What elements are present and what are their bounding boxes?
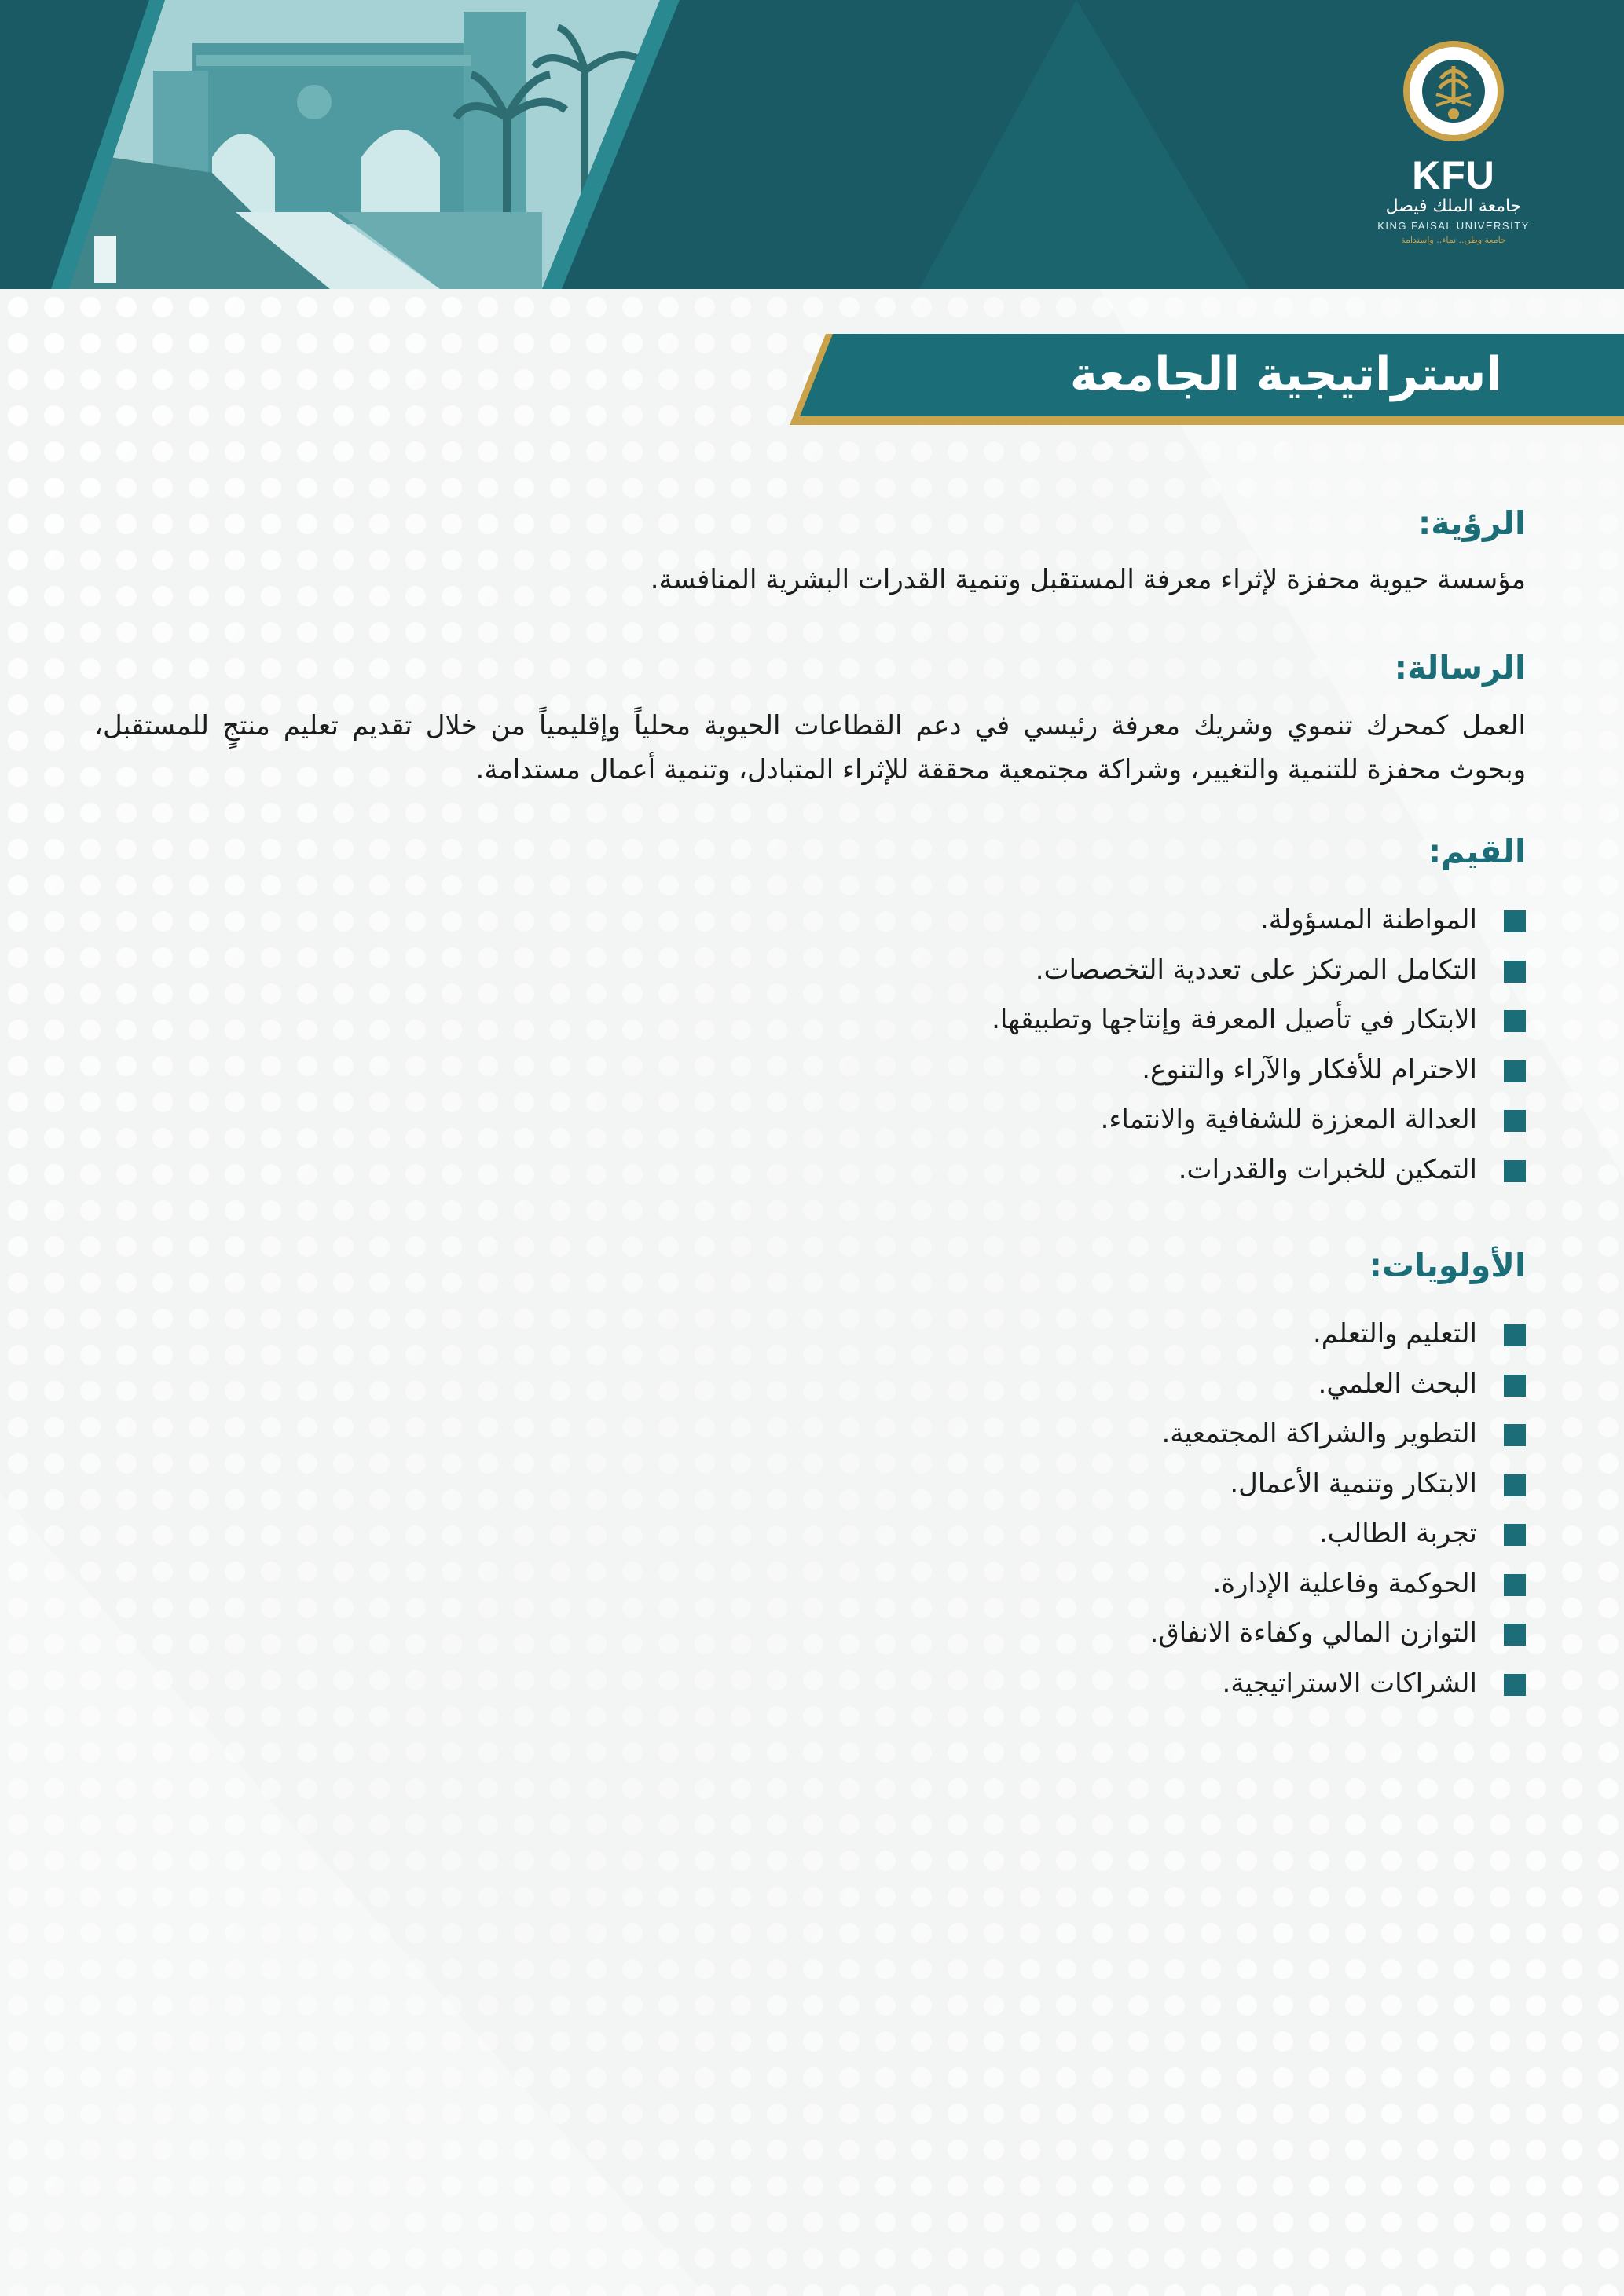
list-item: الحوكمة وفاعلية الإدارة. [94,1559,1526,1609]
values-list [94,895,1526,1195]
page-title: استراتيجية الجامعة [1069,347,1502,402]
list-item: العدالة المعززة للشفافية والانتماء. [94,1095,1526,1145]
list-item: تجربة الطالب. [94,1509,1526,1559]
kfu-logo [1367,39,1540,259]
list-item: البحث العلمي. [94,1360,1526,1410]
square-bullet-icon [1504,1574,1526,1596]
strategy-content [94,503,1526,1708]
square-bullet-icon [1504,1060,1526,1082]
list-item: الشراكات الاستراتيجية. [94,1659,1526,1709]
list-item: التمكين للخبرات والقدرات. [94,1145,1526,1196]
list-item: الابتكار وتنمية الأعمال. [94,1459,1526,1510]
square-bullet-icon [1504,1424,1526,1446]
list-item: الابتكار في تأصيل المعرفة وإنتاجها وتطبيقها. [94,995,1526,1045]
vision-text: مؤسسة حيوية محفزة لإثراء معرفة المستقبل وتنمية القدرات البشرية المنافسة. [650,564,1526,595]
list-item: الاحترام للأفكار والآراء والتنوع. [94,1045,1526,1096]
list-item: التطوير والشراكة المجتمعية. [94,1409,1526,1459]
values-heading: القيم: [1428,833,1526,870]
square-bullet-icon [1504,1524,1526,1546]
list-item: التكامل المرتكز على تعددية التخصصات. [94,946,1526,996]
list-item: التوازن المالي وكفاءة الانفاق. [94,1609,1526,1659]
logo-abbreviation: KFU [1412,153,1495,197]
priorities-list [94,1309,1526,1708]
logo-arabic-name: جامعة الملك فيصل [1385,196,1522,216]
list-item: المواطنة المسؤولة. [94,895,1526,946]
mission-text: العمل كمحرك تنموي وشريك معرفة رئيسي في دعم القطاعات الحيوية محلياً وإقليمياً من خلال تقديم تعليم منتجٍ للمستقبل، وبحوث محفزة للتنمية والتغيير، وشراكة مجتمعية محققة للإثراء المتبادل، وتنمية أعمال مستدامة. [94,710,1526,785]
kfu-seal-icon [1402,39,1505,143]
square-bullet-icon [1504,1674,1526,1696]
square-bullet-icon [1504,1324,1526,1346]
square-bullet-icon [1504,1110,1526,1132]
logo-english-name: KING FAISAL UNIVERSITY [1377,220,1530,232]
square-bullet-icon [1504,1010,1526,1032]
square-bullet-icon [1504,1474,1526,1496]
list-item: التعليم والتعلم. [94,1309,1526,1360]
vision-heading: الرؤية: [1417,504,1526,542]
square-bullet-icon [1504,1375,1526,1397]
square-bullet-icon [1504,961,1526,983]
square-bullet-icon [1504,910,1526,932]
priorities-heading: الأولويات: [1369,1247,1526,1284]
square-bullet-icon [1504,1160,1526,1182]
square-bullet-icon [1504,1624,1526,1646]
logo-tagline: جامعة وطن.. نماء.. واستدامة [1401,235,1506,245]
mission-heading: الرسالة: [1394,649,1526,687]
